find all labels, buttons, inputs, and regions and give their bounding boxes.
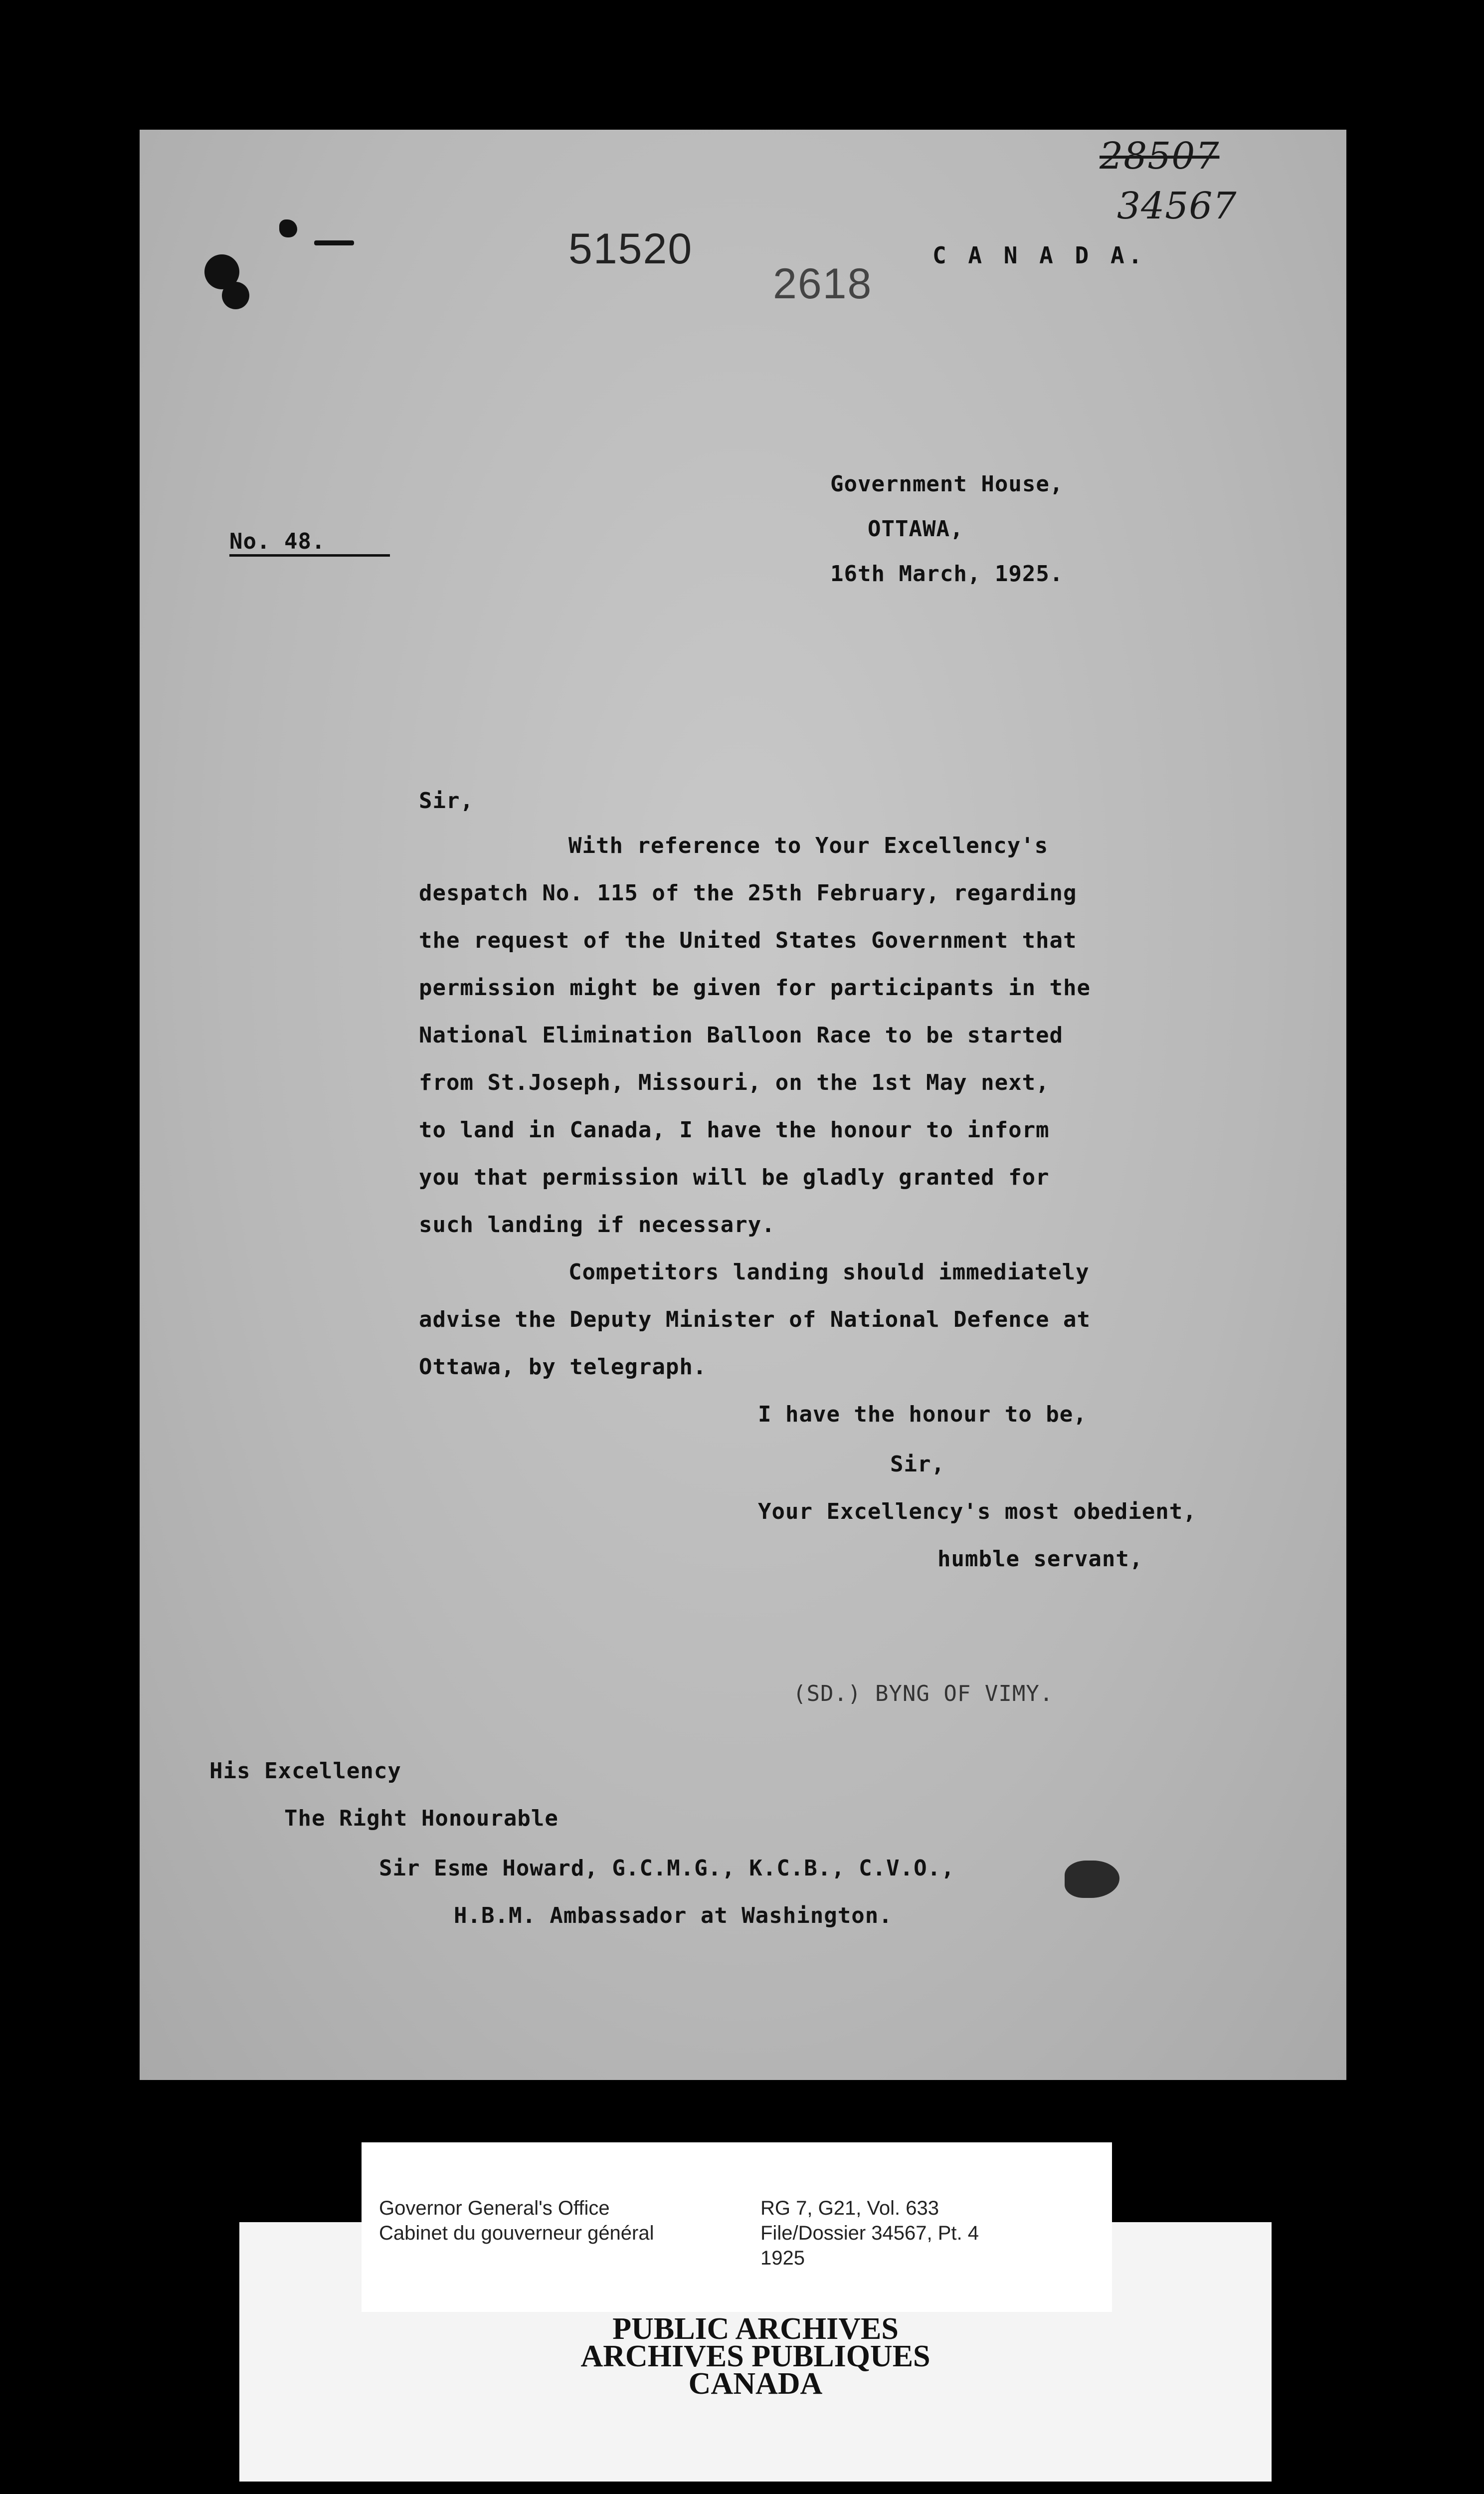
body-line: the request of the United States Government that [419, 928, 1077, 953]
body-line: despatch No. 115 of the 25th February, regarding [419, 880, 1077, 906]
archives-line-2: ARCHIVES PUBLIQUES [580, 2339, 930, 2373]
file-dossier: File/Dossier 34567, Pt. 4 [760, 2222, 979, 2244]
stamp-number-2: 2618 [773, 260, 873, 308]
addressee-line: His Excellency [209, 1758, 401, 1784]
office-english: Governor General's Office [379, 2197, 610, 2219]
body-line: With reference to Your Excellency's [568, 833, 1049, 858]
addressee-line: H.B.M. Ambassador at Washington. [454, 1903, 893, 1928]
archive-year: 1925 [760, 2247, 805, 2269]
address-line-1: Government House, [830, 471, 1064, 497]
addressee-line: The Right Honourable [284, 1806, 558, 1831]
ink-blot-mark-2 [222, 282, 249, 309]
wax-spot-mark [1065, 1861, 1119, 1898]
body-line: Competitors landing should immediately [568, 1259, 1090, 1285]
archives-line-3: CANADA [688, 2367, 823, 2401]
body-line: Ottawa, by telegraph. [419, 1354, 707, 1380]
country-heading: C A N A D A. [932, 242, 1146, 269]
body-line: from St.Joseph, Missouri, on the 1st May next, [419, 1070, 1050, 1095]
body-line: advise the Deputy Minister of National Defence at [419, 1307, 1091, 1332]
salutation: Sir, [419, 788, 474, 814]
body-line: National Elimination Balloon Race to be started [419, 1023, 1064, 1048]
addressee-line: Sir Esme Howard, G.C.M.G., K.C.B., C.V.O., [379, 1856, 955, 1881]
handwritten-struck-number: 28507 [1100, 135, 1220, 178]
archives-line-1: PUBLIC ARCHIVES [612, 2312, 899, 2346]
body-line: permission might be given for participants in the [419, 975, 1091, 1001]
body-line: such landing if necessary. [419, 1212, 775, 1238]
closing-line: humble servant, [937, 1546, 1143, 1572]
archive-reference: RG 7, G21, Vol. 633 [760, 2197, 939, 2219]
body-line: you that permission will be gladly granted for [419, 1165, 1050, 1190]
ink-dash-mark [314, 240, 354, 245]
stamp-number: 51520 [568, 225, 693, 273]
closing-line: Your Excellency's most obedient, [758, 1499, 1197, 1524]
letter-number: No. 48. [229, 529, 390, 557]
signature: (SD.) BYNG OF VIMY. [793, 1681, 1054, 1706]
ink-spot-mark [279, 219, 297, 237]
closing-line: I have the honour to be, [758, 1402, 1087, 1427]
archive-reference-label [362, 2142, 1112, 2312]
closing-line: Sir, [890, 1452, 945, 1477]
handwritten-file-number: 34567 [1117, 185, 1237, 227]
office-french: Cabinet du gouverneur général [379, 2222, 654, 2244]
body-line: to land in Canada, I have the honour to inform [419, 1117, 1050, 1143]
letter-page [140, 130, 1346, 2080]
letter-date: 16th March, 1925. [830, 561, 1064, 587]
address-line-2: OTTAWA, [868, 516, 964, 542]
